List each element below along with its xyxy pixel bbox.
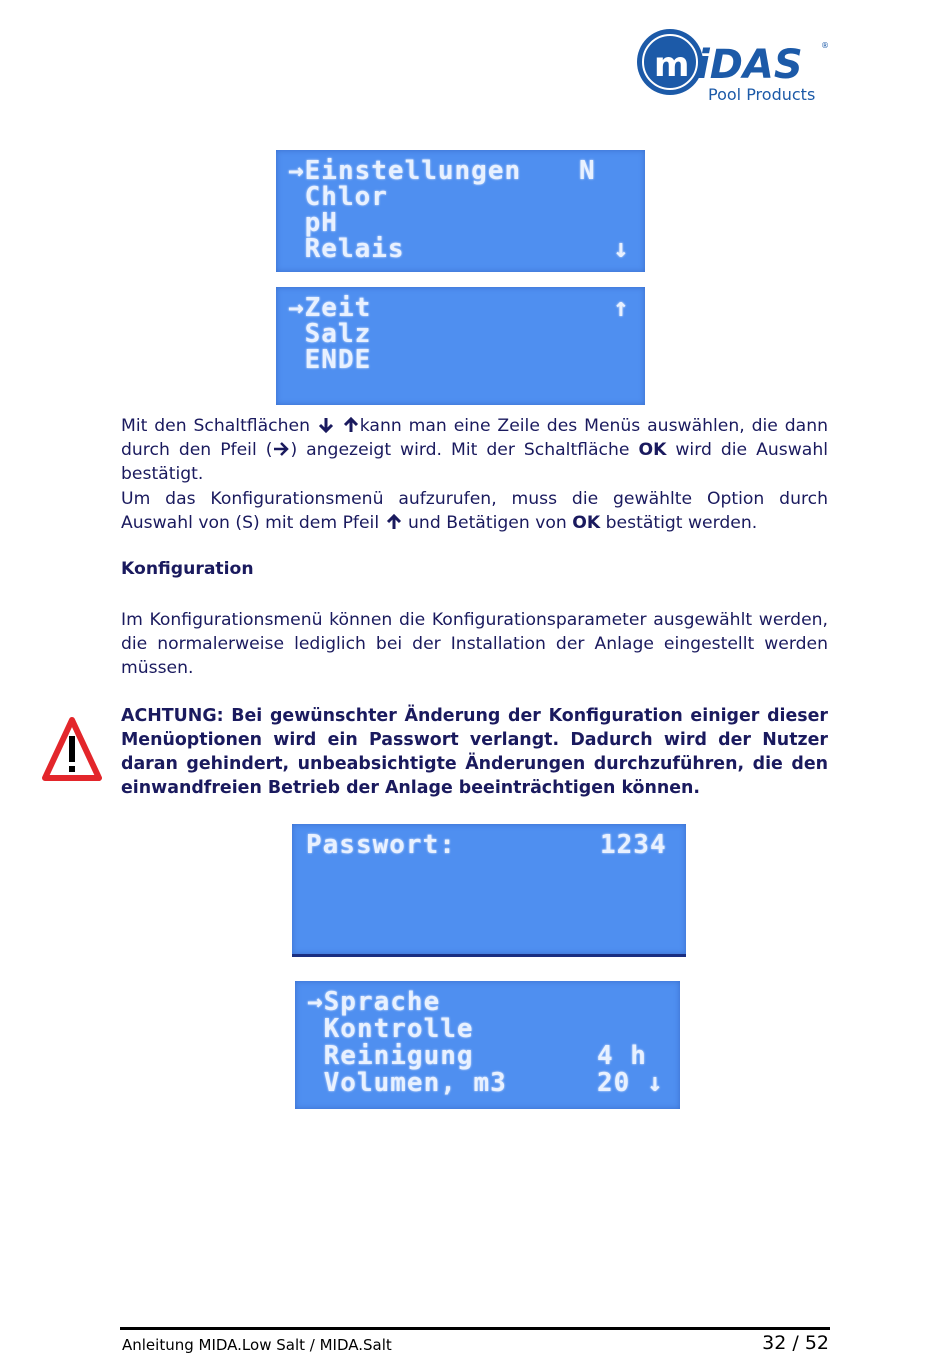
section-heading: Konfiguration (121, 559, 254, 579)
lcd-value: 20 ↓ (597, 1068, 664, 1098)
lcd-line: ENDE (288, 345, 372, 375)
lcd-line: Chlor (288, 182, 388, 212)
lcd-indicator: N (579, 156, 596, 186)
svg-text:®: ® (821, 41, 829, 50)
password-value: 1234 (600, 830, 667, 860)
arrow-down-icon (317, 416, 335, 434)
lcd-menu-main (276, 150, 645, 272)
text-span: Um das Konfigurationsmenü aufzurufen, muss die gewählte Option durch Auswahl von (S) mit dem Pfeil (121, 489, 828, 533)
arrow-up-icon (385, 513, 403, 531)
text-span: wird die Auswahl bestätigt. (121, 440, 828, 484)
footer-divider (120, 1327, 830, 1330)
ok-keyword: OK (572, 513, 601, 533)
midas-logo (636, 26, 830, 104)
text-span: Mit den Schaltflächen (121, 416, 317, 436)
scroll-up-icon: ↑ (613, 293, 630, 323)
lcd-line: →Zeit (288, 293, 372, 323)
lcd-line: Volumen, m3 (307, 1068, 507, 1098)
paragraph-config-access (121, 487, 828, 535)
paragraph-navigation (121, 414, 828, 486)
text-span: kann man eine Zeile des Menüs auswählen, die dann durch den Pfeil ( (121, 416, 828, 460)
lcd-menu-continued (276, 287, 645, 405)
scroll-down-icon: ↓ (613, 234, 630, 264)
warning-paragraph: ACHTUNG: Bei gewünschter Änderung der Konfiguration einiger dieser Menüoptionen wird ein Passwort verlangt. Dadurch wird der Nutzer daran gehindert, unbeabsichtigte Änderungen durchzuführen, die den einwandfreien Betrieb der Anlage beeinträchtigen können. (121, 706, 828, 798)
lcd-line: Reinigung (307, 1041, 474, 1071)
svg-text:iDAS: iDAS (696, 42, 803, 88)
svg-text:Pool Products: Pool Products (708, 85, 816, 104)
arrow-right-icon (272, 440, 290, 458)
footer-title: Anleitung MIDA.Low Salt / MIDA.Salt (122, 1336, 392, 1354)
text-span: und Betätigen von (402, 513, 573, 533)
lcd-password (292, 824, 686, 957)
lcd-value: 4 h (597, 1041, 647, 1071)
lcd-line: Salz (288, 319, 372, 349)
lcd-config-menu (295, 981, 680, 1109)
warning-icon (42, 716, 102, 782)
arrow-up-icon (342, 416, 360, 434)
paragraph-config-desc: Im Konfigurationsmenü können die Konfigurationsparameter ausgewählt werden, die normalerweise lediglich bei der Installation der Anlage eingestellt werden müssen. (121, 610, 828, 678)
page-number: 32 / 52 (762, 1332, 829, 1354)
lcd-line: pH (288, 208, 338, 238)
svg-text:m: m (654, 45, 690, 85)
ok-keyword: OK (638, 440, 667, 460)
password-label: Passwort: (306, 830, 456, 860)
lcd-line: Kontrolle (307, 1014, 474, 1044)
text-span: ) angezeigt wird. Mit der Schaltfläche (290, 440, 639, 460)
lcd-line: Relais (288, 234, 405, 264)
lcd-line: →Einstellungen (288, 156, 522, 186)
text-span: bestätigt werden. (600, 513, 758, 533)
lcd-line: →Sprache (307, 987, 441, 1017)
